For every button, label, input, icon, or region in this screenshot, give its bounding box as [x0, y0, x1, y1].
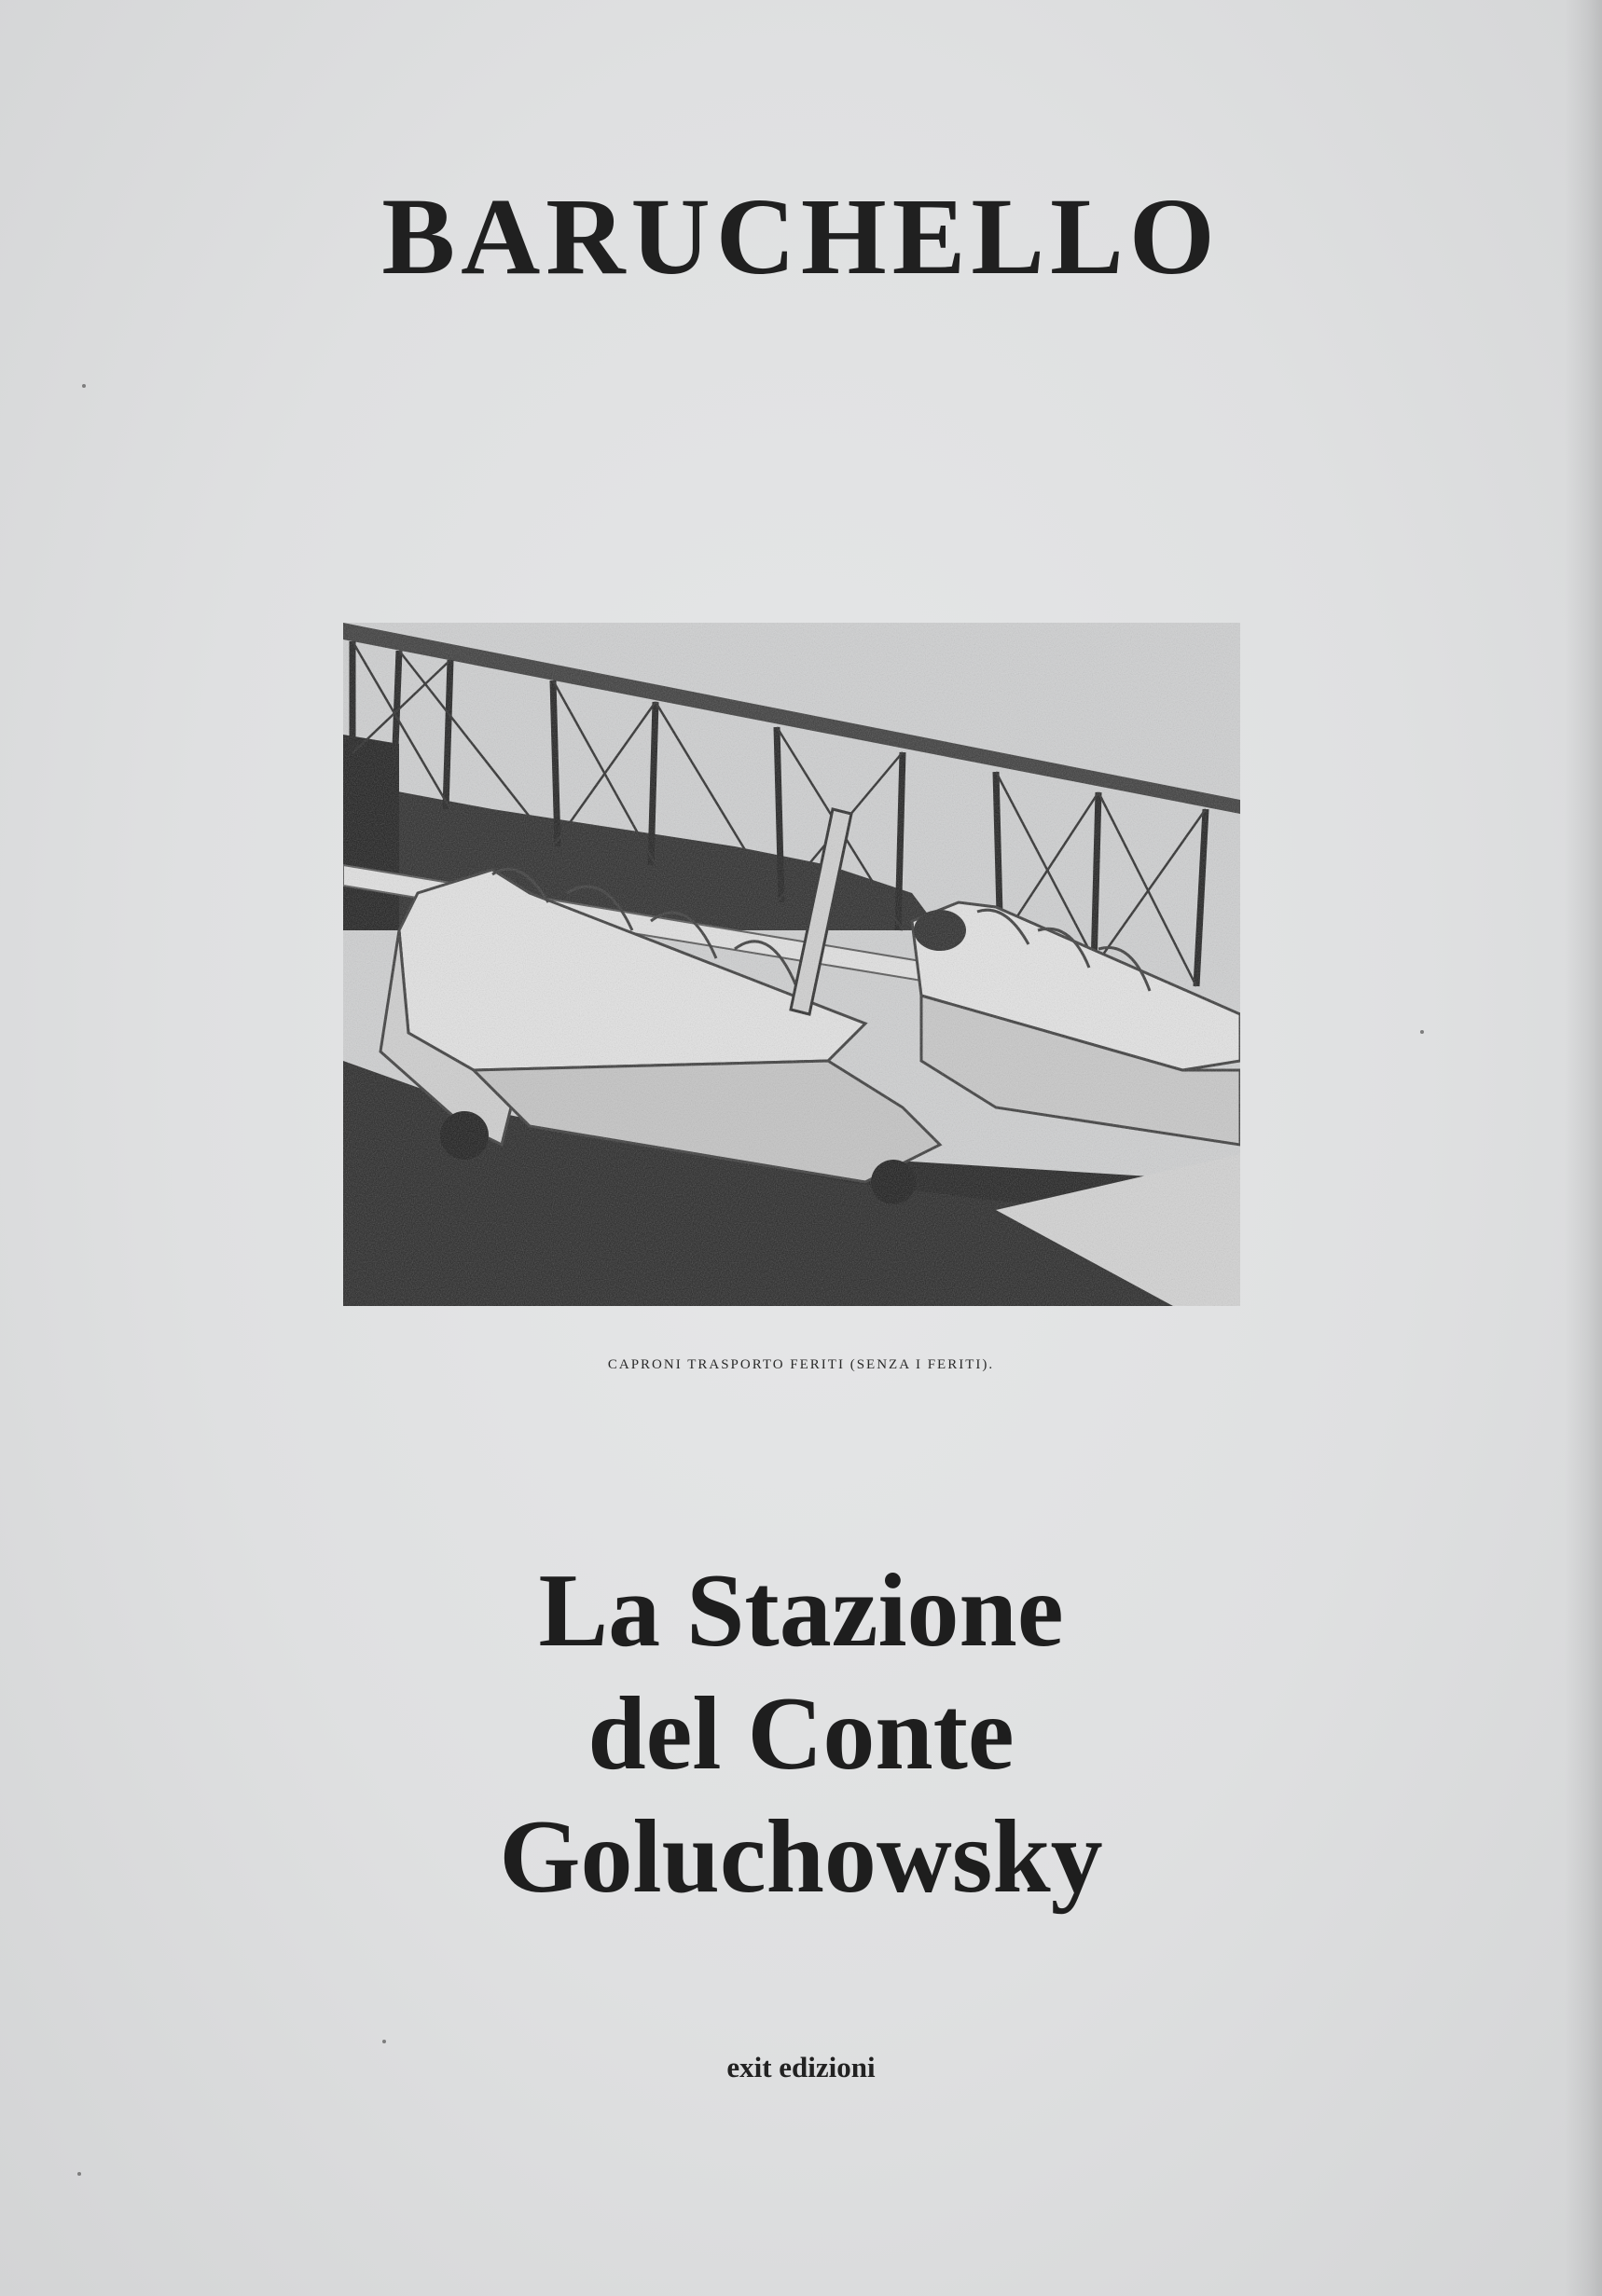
title-line-1: La Stazione — [538, 1553, 1064, 1669]
cover-photograph — [343, 623, 1240, 1306]
paper-speck — [1420, 1030, 1424, 1034]
title-line-2: del Conte — [587, 1676, 1015, 1792]
title-line-3: Goluchowsky — [499, 1799, 1103, 1915]
paper-speck — [382, 2040, 386, 2043]
photo-caption: CAPRONI TRASPORTO FERITI (SENZA I FERITI). — [607, 1357, 995, 1372]
publisher-name: exit edizioni — [726, 2051, 876, 2083]
book-title — [0, 1549, 1602, 1918]
paper-speck — [82, 384, 86, 388]
author-name: BARUCHELLO — [381, 175, 1221, 297]
page-edge-shadow — [1565, 0, 1602, 2296]
biplane-photo-illustration — [343, 623, 1240, 1306]
paper-speck — [77, 2172, 81, 2176]
